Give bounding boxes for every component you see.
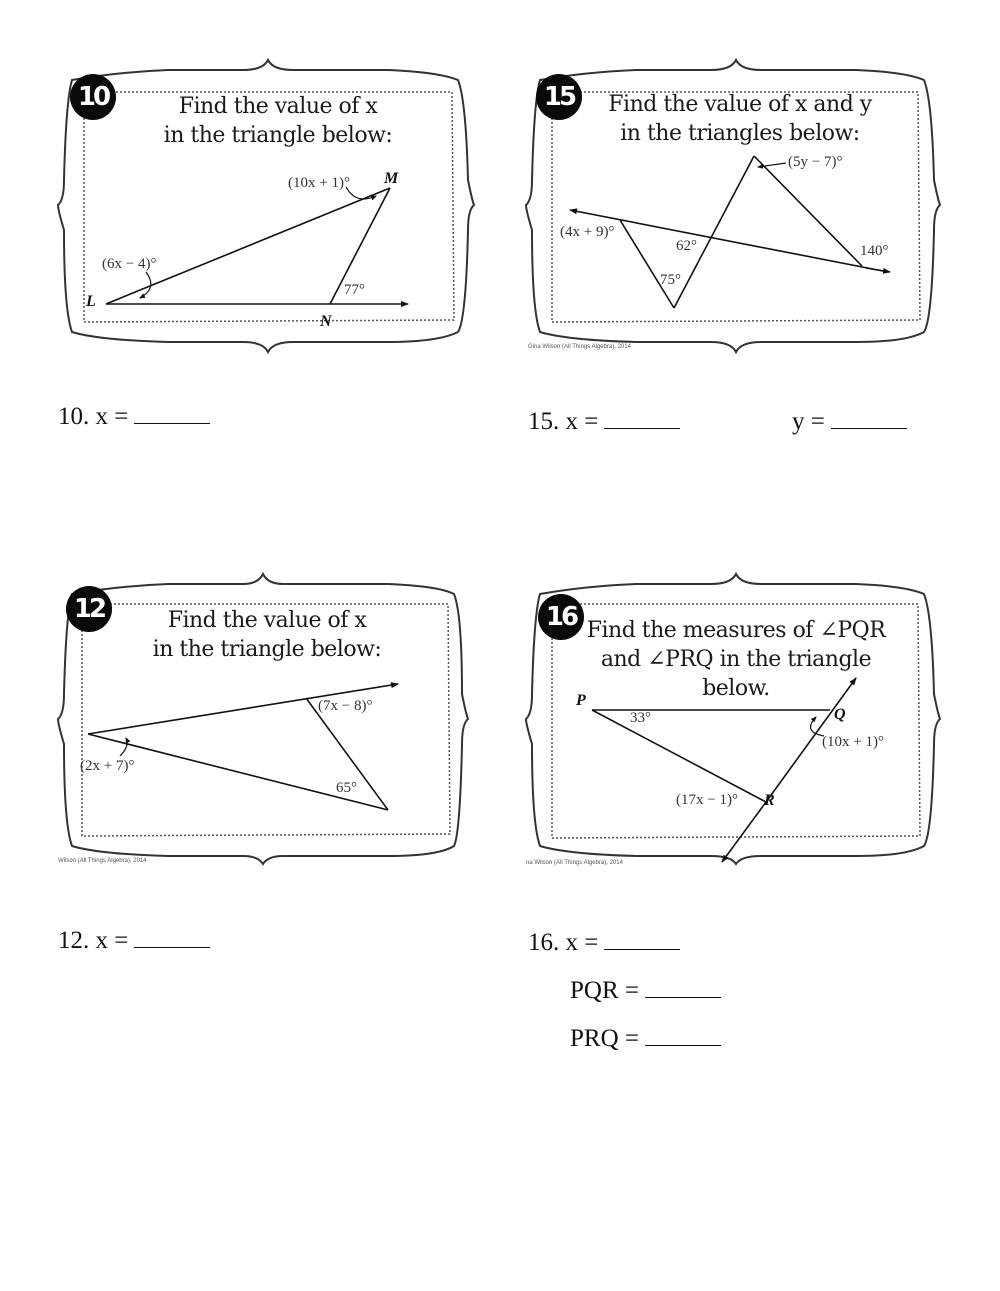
title-line-2: in the triangle below: (152, 637, 382, 662)
vertex-m-label: M (384, 170, 399, 187)
answer-label: y = (792, 408, 825, 435)
angle-m-label: (10x + 1)° (288, 175, 350, 191)
vertex-q-label: Q (834, 706, 846, 723)
answer-label: 15. x = (528, 408, 599, 435)
lower-triangle-left (620, 220, 674, 308)
problem-number-badge: 15 (536, 74, 582, 120)
problem-card-16 (526, 574, 940, 864)
title-line-1: Find the value of x (178, 94, 378, 119)
title-line-1: Find the measures of ∠PQR (586, 618, 886, 643)
problem-title (580, 90, 900, 148)
angle-l-pointer (140, 272, 151, 298)
angle-left-label: (2x + 7)° (80, 758, 135, 774)
title-line-1: Find the value of x and y (608, 92, 872, 117)
answer-16-pqr (570, 977, 721, 1005)
copyright-credit: Wilson (All Things Algebra), 2014 (58, 858, 147, 864)
angle-140-label: 140° (860, 243, 889, 259)
problem-card-15 (526, 60, 940, 352)
vertex-p-label: P (576, 692, 586, 709)
answer-blank[interactable] (645, 1025, 721, 1046)
answer-blank[interactable] (645, 977, 721, 998)
answer-blank[interactable] (134, 927, 210, 948)
problem-number-badge: 16 (538, 594, 584, 640)
problem-number-badge: 10 (70, 74, 116, 120)
answer-label: 10. x = (58, 403, 129, 430)
angle-62-label: 62° (676, 238, 697, 254)
answer-blank[interactable] (134, 403, 210, 424)
angle-left-pointer (120, 738, 127, 756)
vertex-r-label: R (764, 792, 775, 809)
problem-title (118, 92, 438, 150)
answer-label: 12. x = (58, 927, 129, 954)
angle-top-label: (7x − 8)° (318, 698, 373, 714)
answer-12-x (58, 927, 210, 955)
angle-r-label: (17x − 1)° (676, 792, 738, 808)
problem-card-12 (58, 574, 468, 864)
answer-label: PRQ = (570, 1025, 639, 1052)
angle-65-label: 65° (336, 780, 357, 796)
problem-card-10 (58, 60, 474, 352)
title-line-1: Find the value of x (167, 608, 367, 633)
vertex-l-label: L (86, 293, 96, 310)
angle-75-label: 75° (660, 272, 681, 288)
problem-number-badge: 12 (66, 586, 112, 632)
title-line-2: and ∠PRQ in the triangle below. (600, 647, 872, 701)
angle-x-label: (4x + 9)° (560, 224, 615, 240)
answer-blank[interactable] (831, 408, 907, 429)
answer-15-x (528, 408, 680, 436)
segment-pr (592, 710, 766, 802)
angle-q-label: (10x + 1)° (822, 734, 884, 750)
transversal-right-arrow (866, 268, 890, 272)
angle-y-label: (5y − 7)° (788, 154, 843, 170)
copyright-credit: na Wilson (All Things Algebra), 2014 (526, 860, 623, 866)
answer-label: PQR = (570, 977, 639, 1004)
answer-15-y (792, 408, 907, 436)
answer-16-x (528, 929, 680, 957)
answer-blank[interactable] (604, 408, 680, 429)
problem-title (566, 616, 906, 703)
answer-blank[interactable] (604, 929, 680, 950)
transversal-line (570, 210, 888, 272)
angle-l-label: (6x − 4)° (102, 256, 157, 272)
answer-16-prq (570, 1025, 721, 1053)
answer-label: 16. x = (528, 929, 599, 956)
angle-m-pointer (346, 187, 376, 199)
line-qr-down (722, 802, 766, 862)
copyright-credit: Gina Wilson (All Things Algebra), 2014 (528, 344, 631, 350)
title-line-2: in the triangle below: (163, 123, 393, 148)
vertex-n-label: N (320, 313, 332, 330)
angle-n-label: 77° (344, 282, 365, 298)
angle-33-label: 33° (630, 710, 651, 726)
problem-title (102, 606, 432, 664)
answer-10-x (58, 403, 210, 431)
title-line-2: in the triangles below: (620, 121, 860, 146)
